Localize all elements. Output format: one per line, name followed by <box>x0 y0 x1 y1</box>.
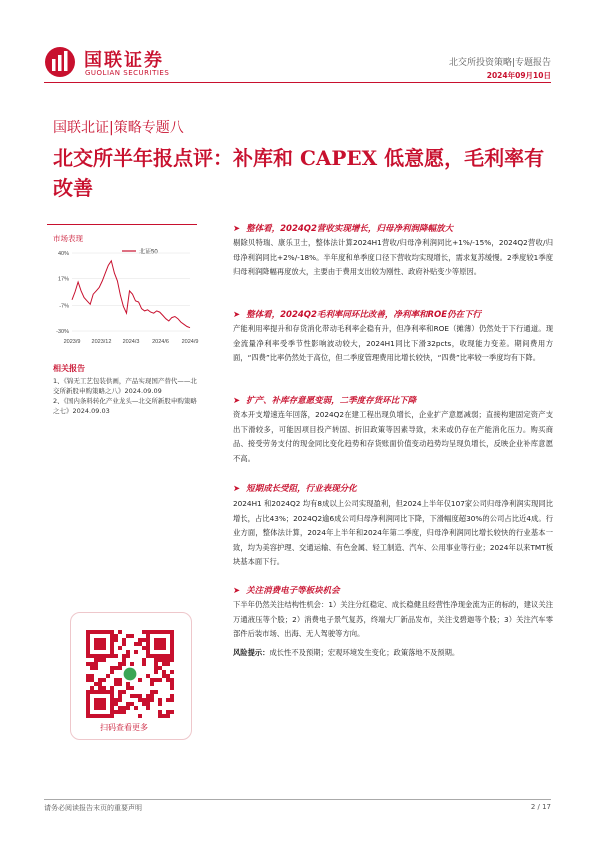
section-heading-2: ➤ 整体看，2024Q2毛利率同环比改善，净利率和ROE仍在下行 <box>233 310 482 320</box>
qr-module <box>142 658 146 662</box>
x-tick-label: 2023/12 <box>91 339 112 345</box>
qr-center-logo <box>124 668 137 681</box>
qr-module <box>146 694 150 698</box>
qr-module <box>138 678 142 682</box>
qr-module <box>154 662 158 666</box>
qr-module <box>118 682 122 686</box>
section-body-3: 资本开支增速连年回落，2024Q2在建工程出现负增长，企业扩产意愿减弱；直接构建固定资产支出下滑较多，可能因项目投产转固、折旧政策等因素导致，未来或仍存在产能消化压力。购买商品、接受劳务支付的现金同比变化趋势和存货账面价值变动趋势均呈现负增长，反映企业补库意愿不高。 <box>233 410 553 463</box>
qr-module <box>106 674 110 678</box>
section-heading-4: ➤ 短期成长受阻，行业表现分化 <box>233 484 357 494</box>
qr-module <box>166 710 170 714</box>
qr-module <box>134 650 138 654</box>
y-tick-label: 17% <box>57 276 69 283</box>
qr-module <box>138 638 142 642</box>
qr-module <box>90 666 94 670</box>
qr-module <box>134 642 138 646</box>
qr-module <box>134 706 138 710</box>
qr-module <box>114 666 118 670</box>
qr-module <box>158 702 162 706</box>
qr-module <box>158 714 162 718</box>
arrow-icon: ➤ <box>233 396 241 406</box>
qr-module <box>118 662 122 666</box>
qr-module <box>114 702 118 706</box>
qr-module <box>122 658 126 662</box>
qr-module <box>118 694 122 698</box>
qr-module <box>150 682 154 686</box>
qr-module <box>118 666 122 670</box>
logo-english-name: GUOLIAN SECURITIES <box>85 69 170 77</box>
qr-module <box>146 702 150 706</box>
qr-finder-inner <box>94 698 106 710</box>
qr-module <box>150 698 154 702</box>
qr-module <box>118 710 122 714</box>
qr-module <box>118 646 122 650</box>
qr-module <box>166 674 170 678</box>
qr-module <box>142 630 146 634</box>
related-report-item[interactable]: 1、《锦无工艺包装供画，产品实现国产替代——北交所新股申购策略之八》2024.09.09 <box>53 377 197 395</box>
qr-module <box>94 666 98 670</box>
qr-module <box>130 694 134 698</box>
market-performance-chart <box>50 245 199 347</box>
qr-module <box>142 698 146 702</box>
qr-module <box>170 694 174 698</box>
section-body-1: 剔除贝特瑞、康乐卫士，整体法计算2024H1营收/归母净利润同比+1%/-15%，2024Q2营收/归母净利润同比+2%/-18%。半年度和单季度口径下营收均实现增长，需求复苏缓慢。2季度较1季度归母利润降幅再度放大，主要由于费用支出较为刚性、政府补贴变少等原因。 <box>233 238 553 276</box>
qr-module <box>122 638 126 642</box>
qr-module <box>142 638 146 642</box>
qr-module <box>166 698 170 702</box>
qr-module <box>162 674 166 678</box>
qr-module <box>102 678 106 682</box>
qr-module <box>114 678 118 682</box>
qr-module <box>94 682 98 686</box>
qr-module <box>98 686 102 690</box>
qr-module <box>118 698 122 702</box>
qr-module <box>154 670 158 674</box>
qr-module <box>110 686 114 690</box>
section-body-2: 产能利用率提升和存货消化带动毛利率企稳有升，但净利率和ROE（摊薄）仍然处于下行通道。现金流量净利率受季节性影响波动较大，2024H1同比下滑32pcts，收现能力变差。期间费用方面，“四费”比率仍然处于高位，但二季度管理费用比增长较快，“四费”比率较一季度均有下降。 <box>233 324 553 362</box>
y-tick-label: 40% <box>57 251 69 257</box>
arrow-icon: ➤ <box>233 224 241 234</box>
qr-module <box>118 630 122 634</box>
related-reports-heading: 相关报告 <box>53 364 85 373</box>
qr-module <box>118 706 122 710</box>
qr-module <box>130 662 134 666</box>
qr-module <box>146 674 150 678</box>
qr-module <box>170 670 174 674</box>
qr-module <box>154 690 158 694</box>
qr-module <box>114 634 118 638</box>
qr-module <box>98 682 102 686</box>
qr-module <box>162 662 166 666</box>
qr-module <box>154 666 158 670</box>
qr-module <box>138 694 142 698</box>
qr-module <box>162 714 166 718</box>
x-tick-label: 2024/9 <box>181 339 199 345</box>
qr-module <box>122 690 126 694</box>
qr-module <box>166 678 170 682</box>
market-performance-label: 市场表现 <box>53 234 83 243</box>
qr-module <box>162 670 166 674</box>
report-series: 国联北证|策略专题八 <box>53 120 184 136</box>
legend-label: 北证50 <box>139 249 158 256</box>
report-date: 2024年09月10日 <box>486 71 551 80</box>
qr-module <box>130 702 134 706</box>
qr-module <box>86 678 90 682</box>
qr-module <box>130 634 134 638</box>
qr-module <box>126 682 130 686</box>
qr-module <box>170 686 174 690</box>
x-tick-label: 2024/3 <box>122 339 140 345</box>
qr-module <box>102 658 106 662</box>
qr-module <box>146 706 150 710</box>
qr-finder-inner <box>94 638 106 650</box>
qr-module <box>126 650 130 654</box>
qr-module <box>146 698 150 702</box>
qr-module <box>118 678 122 682</box>
qr-module <box>170 682 174 686</box>
report-title: 北交所半年报点评：补库和 CAPEX 低意愿，毛利率有改善 <box>53 146 545 200</box>
qr-module <box>86 674 90 678</box>
qr-module <box>158 678 162 682</box>
qr-module <box>94 662 98 666</box>
qr-module <box>142 702 146 706</box>
risk-warning: 风险提示：成长性不及预期；宏观环境发生变化；政策落地不及预期。 <box>233 648 460 657</box>
report-category: 北交所投资策略|专题报告 <box>448 58 551 68</box>
qr-module <box>126 654 130 658</box>
arrow-icon: ➤ <box>233 484 241 494</box>
qr-module <box>114 654 118 658</box>
qr-module <box>166 658 170 662</box>
qr-module <box>94 658 98 662</box>
qr-module <box>170 698 174 702</box>
qr-module <box>154 678 158 682</box>
qr-module <box>122 662 126 666</box>
logo-chinese-name: 国联证券 <box>84 50 164 71</box>
qr-module <box>158 666 162 670</box>
company-logo <box>44 44 194 80</box>
qr-module <box>114 638 118 642</box>
qr-module <box>114 682 118 686</box>
qr-module <box>158 710 162 714</box>
qr-module <box>150 690 154 694</box>
guolian-logo-icon <box>44 46 76 78</box>
qr-module <box>126 706 130 710</box>
qr-module <box>122 642 126 646</box>
qr-module <box>90 662 94 666</box>
x-tick-label: 2023/9 <box>63 339 81 345</box>
qr-code-icon[interactable] <box>86 630 174 718</box>
qr-module <box>90 674 94 678</box>
y-tick-label: -7% <box>59 303 69 310</box>
related-report-item[interactable]: 2、《国内条料转化产业龙头—北交所新股申购策略之七》2024.09.03 <box>53 397 197 415</box>
qr-module <box>150 694 154 698</box>
footer-divider <box>44 799 551 800</box>
section-body-4: 2024H1 和2024Q2 均有8成以上公司实现盈利，但2024上半年仅107家公司归母净利润实现同比增长，占比43%；2024Q2逾6成公司归母净利润同比下降，下滑幅度超30%的公司占比近4成。行业方面，整体法计算，2024年上半年和2024年第二季度，归母净利润同比增长较快的行业基本一致，均为美容护理、交通运输、有色金属、轻工制造、汽车、公用事业等行业；2024年以来TMT板块基本面下行。 <box>233 499 553 566</box>
qr-module <box>98 658 102 662</box>
qr-module <box>158 658 162 662</box>
x-tick-label: 2024/6 <box>152 339 169 345</box>
section-heading-1: ➤ 整体看，2024Q2营收实现增长，归母净利润降幅放大 <box>233 224 453 234</box>
y-tick-label: -30% <box>56 329 69 335</box>
qr-module <box>110 666 114 670</box>
qr-module <box>126 702 130 706</box>
qr-module <box>170 678 174 682</box>
footer-disclaimer: 请务必阅读报告末页的重要声明 <box>44 804 142 812</box>
qr-module <box>90 686 94 690</box>
qr-module <box>126 686 130 690</box>
qr-module <box>138 698 142 702</box>
qr-module <box>170 658 174 662</box>
qr-module <box>86 662 90 666</box>
qr-module <box>114 698 118 702</box>
qr-module <box>170 710 174 714</box>
qr-module <box>102 686 106 690</box>
qr-module <box>98 678 102 682</box>
qr-module <box>118 690 122 694</box>
section-heading-5: ➤ 关注消费电子等板块机会 <box>233 586 340 596</box>
qr-module <box>158 698 162 702</box>
qr-module <box>122 706 126 710</box>
section-heading-3: ➤ 扩产、补库存意愿变弱，二季度存货环比下降 <box>233 396 417 406</box>
qr-module <box>166 714 170 718</box>
qr-module <box>90 678 94 682</box>
arrow-icon: ➤ <box>233 586 241 596</box>
qr-module <box>142 662 146 666</box>
qr-module <box>126 634 130 638</box>
arrow-icon: ➤ <box>233 310 241 320</box>
qr-module <box>166 662 170 666</box>
qr-module <box>130 686 134 690</box>
qr-module <box>134 694 138 698</box>
qr-module <box>138 714 142 718</box>
qr-module <box>122 710 126 714</box>
section-body-5: 下半年仍然关注结构性机会：1）关注分红稳定、成长稳健且经营性净现金流为正的标的，建议关注万通液压等个股；2）消费电子景气复苏，终端大厂新品发布，关注戈碧迦等个股；3）关注汽车零部件后装市场、出海、无人驾驶等方向。 <box>233 600 553 638</box>
qr-module <box>162 658 166 662</box>
qr-module <box>142 646 146 650</box>
page-number: 2 / 17 <box>530 803 551 811</box>
qr-module <box>154 658 158 662</box>
qr-finder-inner <box>154 638 166 650</box>
qr-module <box>150 678 154 682</box>
related-reports-list <box>53 376 199 416</box>
header-divider <box>44 82 551 83</box>
qr-module <box>110 670 114 674</box>
qr-module <box>122 654 126 658</box>
series-line-beizheng50 <box>72 261 190 328</box>
qr-caption: 扫码查看更多 <box>100 723 148 732</box>
qr-module <box>114 710 118 714</box>
qr-module <box>138 642 142 646</box>
